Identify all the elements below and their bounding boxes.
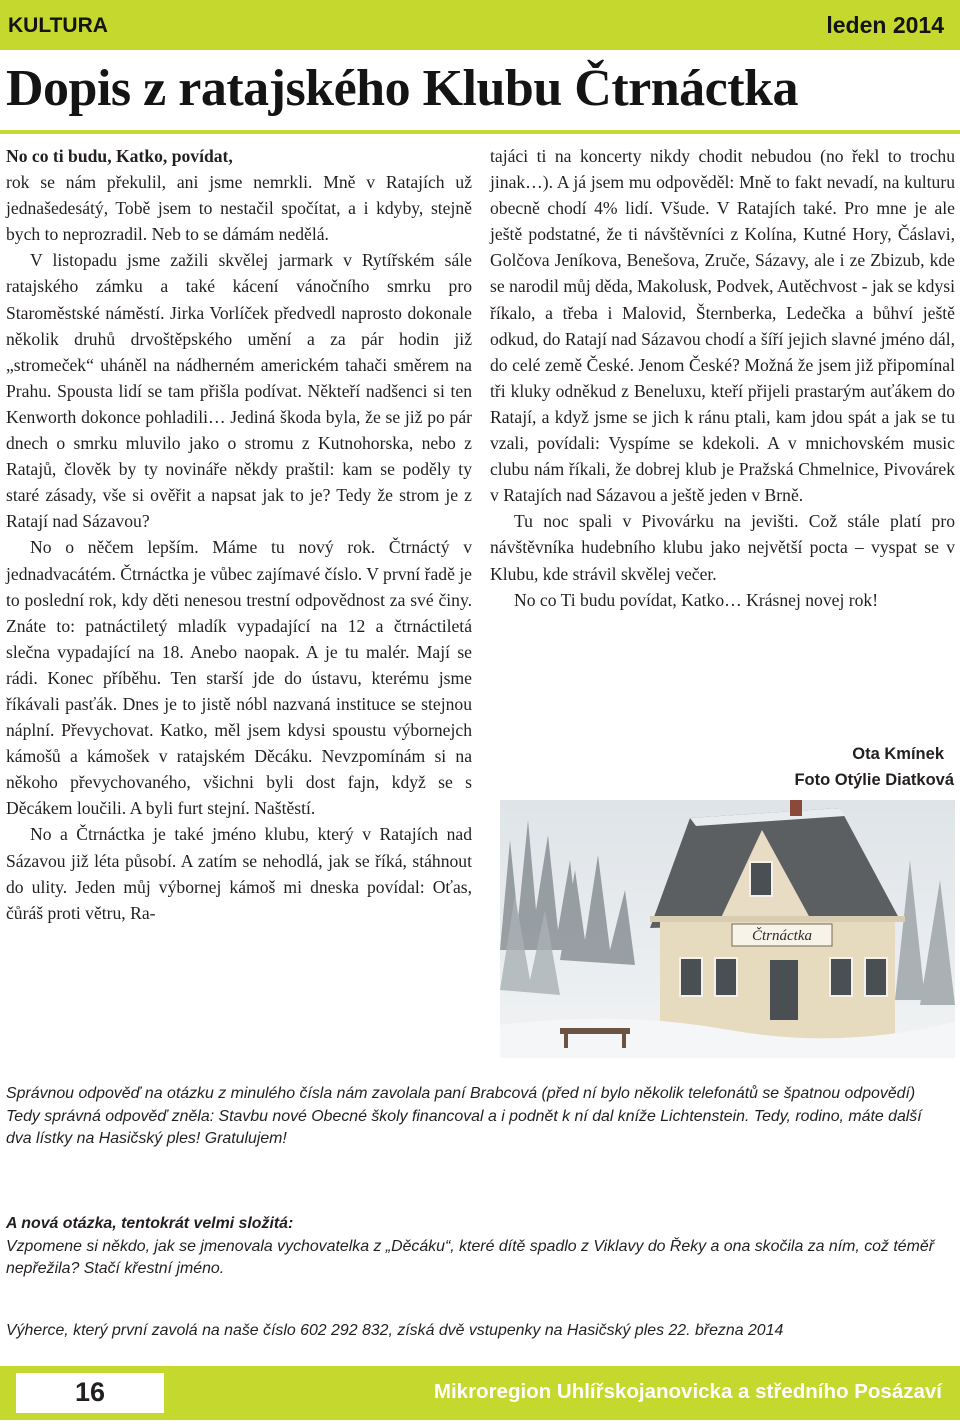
article-paragraph: No a Čtrnáctka je také jméno klubu, který v Ratajích nad Sázavou již léta působí. A zatím se nehodlá, jak se říká, stáhnout do ulity. Jeden můj výbornej kámoš mi dneska povídal: Oťas, čůráš proti větru, Ra- [6,824,472,923]
article-paragraph: V listopadu jsme zažili skvělej jarmark v Rytířském sále ratajského zámku a také kácení vánočního smrku pro Staroměstské náměstí. Jirka Vorlíček předvedl naprosto dokonale několik druhů drvoštěpského umění a za pár hodin již „stromeček“ uháněl na nádherném americkém tahači směrem na Prahu. Spousta lidí se tam přišla podívat. Někteří nadšenci si ten Kenworth dokonce pohladili… Jediná škoda byla, že se již po pár dnech o smrku mluvilo jako o stromu z Kutnohorska, nebo z Ratajů, člověk by ty novináře někdy praštil: kam se poděly ty staré zásady, vše si ověřit a napsat jak to je? Tedy že strom je z Ratají nad Sázavou? [6,250,472,532]
author-name: Ota Kmínek [852,745,944,763]
photo-credit: Foto Otýlie Diatková [794,771,954,789]
header-bar [0,0,960,50]
page-number-box [16,1373,164,1413]
article-paragraph-continued: tajáci ti na koncerty nikdy chodit nebudou (no řekl to trochu jinak…). A já jsem mu odpověděl: Mně to fakt nevadí, na kulturu obecně chodí 4% lidí. Všude. V Ratajích také. Pro mne je ale ještě podstatné, že ti návštěvníci z Kolína, Kutné Hory, Čáslavi, Golčova Jeníkova, Benešova, Zruče, Sázavy, ale i ze Zbizub, kde se narodil můj děda, Makolusk, Podvek, Autěchvost - jak se kdysi říkalo, a třeba i Malovid, Šternberka, Ledečka a bůhví ještě odkud, do Ratají nad Sázavou chodí a šíří jejich slavné jméno dál, do celé země České. Jenom České? Možná že jsem již připomínal tři kluky odněkud z Beneluxu, kteří přijeli prastarým auťákem do Ratají, a když jsme se jich k ránu ptali, kam jdou spát a jak se tu vzali, povídali: Vyspíme se kdekoli. A v mnichovském music clubu nám říkali, že dobrej klub je Pražská Chmelnice, Pivovárek v Ratajích nad Sázavou a ještě jeden v Brně. [490,146,955,506]
article-paragraph: No o něčem lepším. Máme tu nový rok. Čtrnáctý v jednadvacátém. Čtrnáctka je vůbec zajímavé číslo. V první řadě je to poslední rok, kdy děti nenesou trestní odpovědnost za své činy. Znáte to: patnáctiletý mladík vypadající na 12 a čtrnáctiletá slečna vypadající na 18. Anebo naopak. A je tu malér. Mají se rádi. Konec příběhu. Ten starší jde do ústavu, kterému jsme říkávali pasťák. Dnes je to jistě nóbl nazvaná instituce se stejnou náplní. Převychovat. Katko, měl jsem kdysi spoustu výbornejch kámošů a kámošek v ratajském Děcáku. Nevzpomínám si na někoho převychovaného, všichni byli dost fajn, když se s Děcákem loučili. A byli furt stejní. Naštěstí. [6,537,472,819]
title-divider [0,130,960,134]
article-title: Dopis z ratajského Klubu Čtrnáctka [6,60,798,117]
article-column-left [6,143,472,926]
article-credits [694,741,954,793]
club-building-illustration [500,800,955,1058]
club-building-photo [500,800,955,1058]
publication-name: Mikroregion Uhlířskojanovicka a středního Posázaví [433,1380,942,1403]
article-paragraph: Tu noc spali v Pivovárku na jevišti. Což stále platí pro návštěvníka hudebního klubu jako největší pocta – vyspat se v Klubu, kde strávil skvělej večer. [490,511,955,584]
quiz-answer-text: Správnou odpověď na otázku z minulého čísla nám zavolala paní Brabcová (před ní bylo několik telefonátů se špatnou odpovědí) [6,1085,916,1102]
quiz-question-text: Vzpomene si někdo, jak se jmenovala vychovatelka z „Děcáku“, které dítě spadlo z Viklavy do Řeky a ona skočila za ním, což téměř nepřežila? Stačí křestní jméno. [6,1237,934,1277]
quiz-question-heading: A nová otázka, tentokrát velmi složitá: [6,1215,294,1232]
quiz-prize-text: Výherce, který první zavolá na naše číslo 602 292 832, získá dvě vstupenky na Hasičský ples 22. března 2014 [6,1322,784,1339]
issue-date: leden 2014 [826,12,944,38]
article-closing: No co Ti budu povídat, Katko… Krásnej novej rok! [514,589,879,610]
article-salutation: No co ti budu, Katko, povídat, [6,146,233,166]
article-paragraph: rok se nám překulil, ani jsme nemrkli. Mně v Ratajích už jednašedesátý, Tobě jsem to nestačil spočítat, a i kdyby, stejně bych to neprozradil. Neb to se dámám nedělá. [6,172,472,245]
quiz-new-question [6,1213,936,1281]
quiz-previous-answer [6,1083,936,1151]
page-number: 16 [74,1377,106,1407]
club-sign-text: Čtrnáctka [752,928,812,944]
section-label: KULTURA [8,14,108,37]
footer-bar [0,1366,960,1420]
quiz-prize [6,1320,936,1343]
quiz-answer-detail: Tedy správná odpověď zněla: Stavbu nové Obecné školy financoval a i podnět k ní dal kníže Lichtenstein. Tedy, rodino, máte další dva lístky na Hasičský ples! Gratulujem! [6,1107,922,1147]
article-column-right [490,143,955,613]
